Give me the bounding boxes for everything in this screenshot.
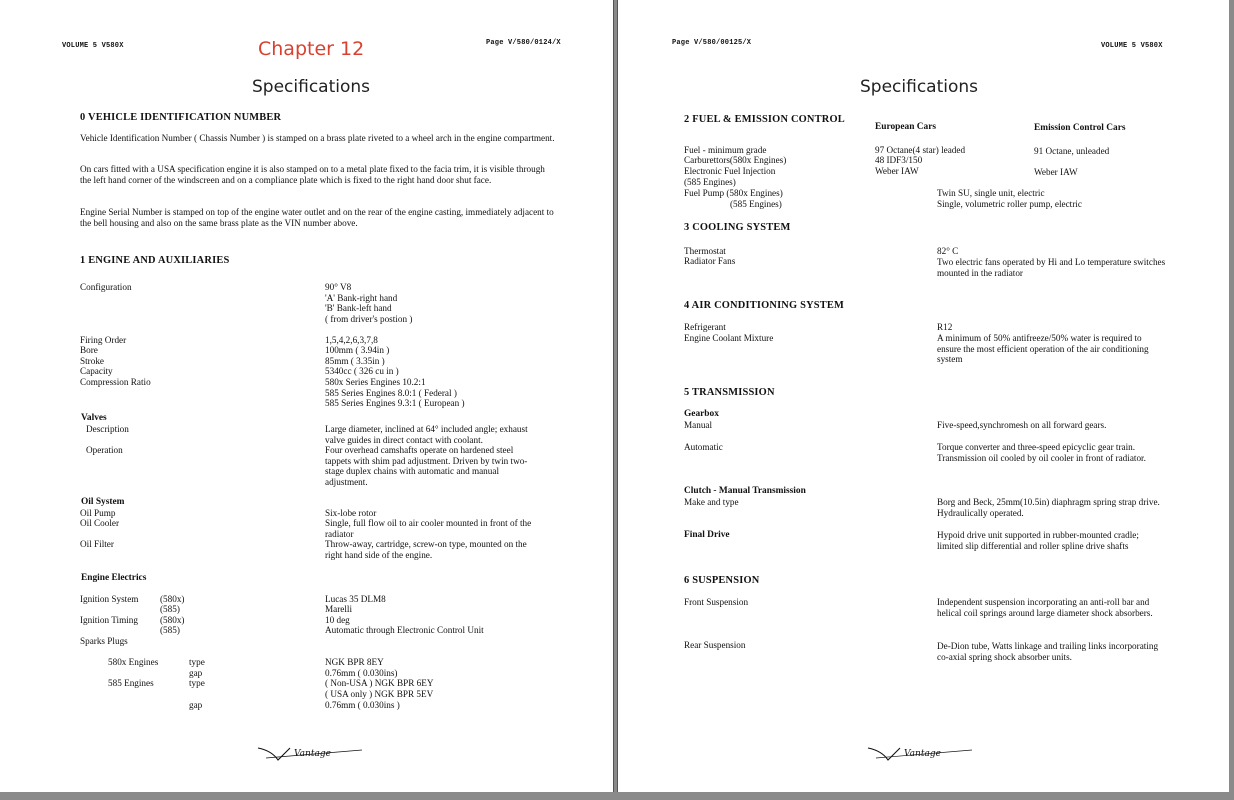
engine-electrics-title: Engine Electrics [81, 573, 147, 583]
oil-filter-label: Oil Filter [80, 539, 114, 549]
plugs-585-gap-value: 0.76mm ( 0.030ins ) [325, 700, 400, 710]
ignition-system-label: Ignition System [80, 594, 139, 604]
vantage-logo-text: Vantage [904, 749, 941, 759]
compression-value-1: 580x Series Engines 10.2:1 [325, 377, 426, 387]
compression-value-3: 585 Series Engines 9.3:1 ( European ) [325, 398, 465, 408]
configuration-value-2: 'A' Bank-right hand [325, 293, 398, 303]
ignition-timing-585-code: (585) [160, 625, 180, 635]
page-number: Page V/580/0124/X [486, 39, 561, 47]
refrigerant-label: Refrigerant [684, 322, 726, 332]
thermostat-value: 82° C [937, 246, 959, 256]
fuel-grade-label: Fuel - minimum grade [684, 145, 767, 155]
rear-suspension-label: Rear Suspension [684, 640, 746, 650]
final-drive-title: Final Drive [684, 530, 730, 540]
left-page [0, 0, 614, 792]
spark-plugs-label: Sparks Plugs [80, 636, 128, 646]
front-suspension-label: Front Suspension [684, 597, 749, 607]
stroke-label: Stroke [80, 356, 104, 366]
volume-header: VOLUME 5 V580X [1101, 42, 1163, 50]
fuel-pump-585-label: (585 Engines) [730, 199, 782, 209]
valves-description-label: Description [86, 424, 129, 434]
page-number: Page V/580/00125/X [672, 39, 752, 47]
clutch-make-value: Borg and Beck, 25mm(10.5in) diaphragm spring strap drive. Hydraulically operated. [937, 497, 1160, 518]
clutch-make-label: Make and type [684, 497, 739, 507]
coolant-mixture-value: A minimum of 50% antifreeze/50% water is required to ensure the most efficient operation of the air conditioning system [937, 333, 1149, 365]
plugs-585-type-value-1: ( Non-USA ) NGK BPR 6EY [325, 678, 434, 688]
ignition-system-585-value: Marelli [325, 604, 353, 614]
stroke-value: 85mm ( 3.35in ) [325, 356, 385, 366]
section-cooling-title: 3 COOLING SYSTEM [684, 222, 791, 233]
bore-label: Bore [80, 345, 98, 355]
radiator-fans-label: Radiator Fans [684, 256, 736, 266]
carburettors-label: Carburettors(580x Engines) [684, 155, 787, 165]
oil-cooler-label: Oil Cooler [80, 518, 120, 528]
ignition-timing-585-value: Automatic through Electronic Control Unit [325, 625, 484, 635]
firing-order-value: 1,5,4,2,6,3,7,8 [325, 335, 378, 345]
plugs-580x-type-value: NGK BPR 8EY [325, 657, 384, 667]
valves-description-value: Large diameter, inclined at 64° included angle; exhaust valve guides in direct contact with coolant. [325, 424, 528, 445]
section-suspension-title: 6 SUSPENSION [684, 575, 760, 586]
plugs-580x-type-label: type [189, 657, 205, 667]
section-transmission-title: 5 TRANSMISSION [684, 387, 775, 398]
ignition-system-580x-code: (580x) [160, 594, 185, 604]
rear-suspension-value: De-Dion tube, Watts linkage and trailing links incorporating co-axial spring shock absorber units. [937, 641, 1159, 662]
chapter-heading: Chapter 12 [258, 38, 365, 60]
vantage-logo-text: Vantage [294, 749, 331, 759]
fuel-injection-european: Weber IAW [875, 166, 919, 176]
configuration-value-4: ( from driver's postion ) [325, 314, 413, 324]
vin-paragraph-1: Vehicle Identification Number ( Chassis Number ) is stamped on a brass plate riveted to a wheel arch in the engine compartment. [80, 133, 555, 143]
manual-label: Manual [684, 420, 713, 430]
vin-paragraph-2: On cars fitted with a USA specification engine it is also stamped on to a metal plate fixed to the facia trim, it is visible through the left hand corner of the windscreen and on a compliance plate which is fixed to the right hand door shut face. [80, 164, 545, 185]
ignition-system-585-code: (585) [160, 604, 180, 614]
section-vin-title: 0 VEHICLE IDENTIFICATION NUMBER [80, 112, 282, 123]
front-suspension-value: Independent suspension incorporating an anti-roll bar and helical coil springs around large diameter shock absorbers. [937, 597, 1153, 618]
oil-system-title: Oil System [81, 497, 125, 507]
plugs-580x-gap-value: 0.76mm ( 0.030ins) [325, 668, 398, 678]
plugs-585-type-value-2: ( USA only ) NGK BPR 5EV [325, 689, 434, 699]
compression-value-2: 585 Series Engines 8.0:1 ( Federal ) [325, 388, 457, 398]
ignition-timing-580x-code: (580x) [160, 615, 185, 625]
page-title: Specifications [252, 77, 371, 97]
plugs-580x-gap-label: gap [189, 668, 203, 678]
section-air-conditioning-title: 4 AIR CONDITIONING SYSTEM [684, 300, 845, 311]
valves-title: Valves [81, 413, 107, 423]
clutch-title: Clutch - Manual Transmission [684, 486, 806, 496]
valves-operation-label: Operation [86, 445, 123, 455]
page-title: Specifications [860, 77, 979, 97]
valves-operation-value: Four overhead camshafts operate on hardened steel tappets with shim pad adjustment. Driven by twin two-stage duplex chains with automatic and manual adjustment. [325, 445, 528, 487]
ignition-system-580x-value: Lucas 35 DLM8 [325, 594, 386, 604]
final-drive-value: Hypoid drive unit supported in rubber-mounted cradle; limited slip differential and roller spline drive shafts [937, 530, 1139, 551]
plugs-585-gap-label: gap [189, 700, 203, 710]
plugs-585-type-label: type [189, 678, 205, 688]
vantage-logo [866, 744, 976, 762]
manual-value: Five-speed,synchromesh on all forward gears. [937, 420, 1107, 430]
fuel-grade-european: 97 Octane(4 star) leaded [875, 145, 966, 155]
section-engine-title: 1 ENGINE AND AUXILIARIES [80, 255, 230, 266]
plugs-585-label: 585 Engines [108, 678, 154, 688]
oil-pump-value: Six-lobe rotor [325, 508, 377, 518]
refrigerant-value: R12 [937, 322, 953, 332]
right-page [617, 0, 1229, 792]
fuel-injection-emission: Weber IAW [1034, 167, 1078, 177]
oil-filter-value: Throw-away, cartridge, screw-on type, mounted on the right hand side of the engine. [325, 539, 527, 560]
column-emission-control-cars: Emission Control Cars [1034, 123, 1126, 133]
column-european-cars: European Cars [875, 122, 937, 132]
oil-cooler-value: Single, full flow oil to air cooler mounted in front of the radiator [325, 518, 532, 539]
capacity-value: 5340cc ( 326 cu in ) [325, 366, 399, 376]
vin-paragraph-3: Engine Serial Number is stamped on top of the engine water outlet and on the rear of the engine casting, immediately adjacent to the bell housing and also on the same brass plate as the VIN number above. [80, 207, 554, 228]
plugs-580x-label: 580x Engines [108, 657, 159, 667]
section-fuel-title: 2 FUEL & EMISSION CONTROL [684, 114, 845, 125]
bore-value: 100mm ( 3.94in ) [325, 345, 390, 355]
ignition-timing-label: Ignition Timing [80, 615, 138, 625]
compression-ratio-label: Compression Ratio [80, 377, 151, 387]
vantage-logo [256, 744, 366, 762]
thermostat-label: Thermostat [684, 246, 726, 256]
fuel-injection-label: Electronic Fuel Injection [684, 166, 776, 176]
radiator-fans-value: Two electric fans operated by Hi and Lo temperature switches mounted in the radiator [937, 257, 1166, 278]
ignition-timing-580x-value: 10 deg [325, 615, 350, 625]
fuel-grade-emission: 91 Octane, unleaded [1034, 146, 1110, 156]
fuel-pump-580x-value: Twin SU, single unit, electric [937, 188, 1045, 198]
oil-pump-label: Oil Pump [80, 508, 116, 518]
firing-order-label: Firing Order [80, 335, 127, 345]
configuration-label: Configuration [80, 282, 132, 292]
automatic-value: Torque converter and three-speed epicyclic gear train. Transmission oil cooled by oil cooler in front of radiator. [937, 442, 1146, 463]
configuration-value-1: 90° V8 [325, 282, 352, 292]
gearbox-title: Gearbox [684, 409, 719, 419]
fuel-injection-585-label: (585 Engines) [684, 177, 736, 187]
capacity-label: Capacity [80, 366, 113, 376]
fuel-pump-585-value: Single, volumetric roller pump, electric [937, 199, 1082, 209]
carburettors-european: 48 IDF3/150 [875, 155, 923, 165]
fuel-pump-label: Fuel Pump (580x Engines) [684, 188, 783, 198]
automatic-label: Automatic [684, 442, 723, 452]
configuration-value-3: 'B' Bank-left hand [325, 303, 392, 313]
coolant-mixture-label: Engine Coolant Mixture [684, 333, 774, 343]
volume-header: VOLUME 5 V580X [62, 42, 124, 50]
